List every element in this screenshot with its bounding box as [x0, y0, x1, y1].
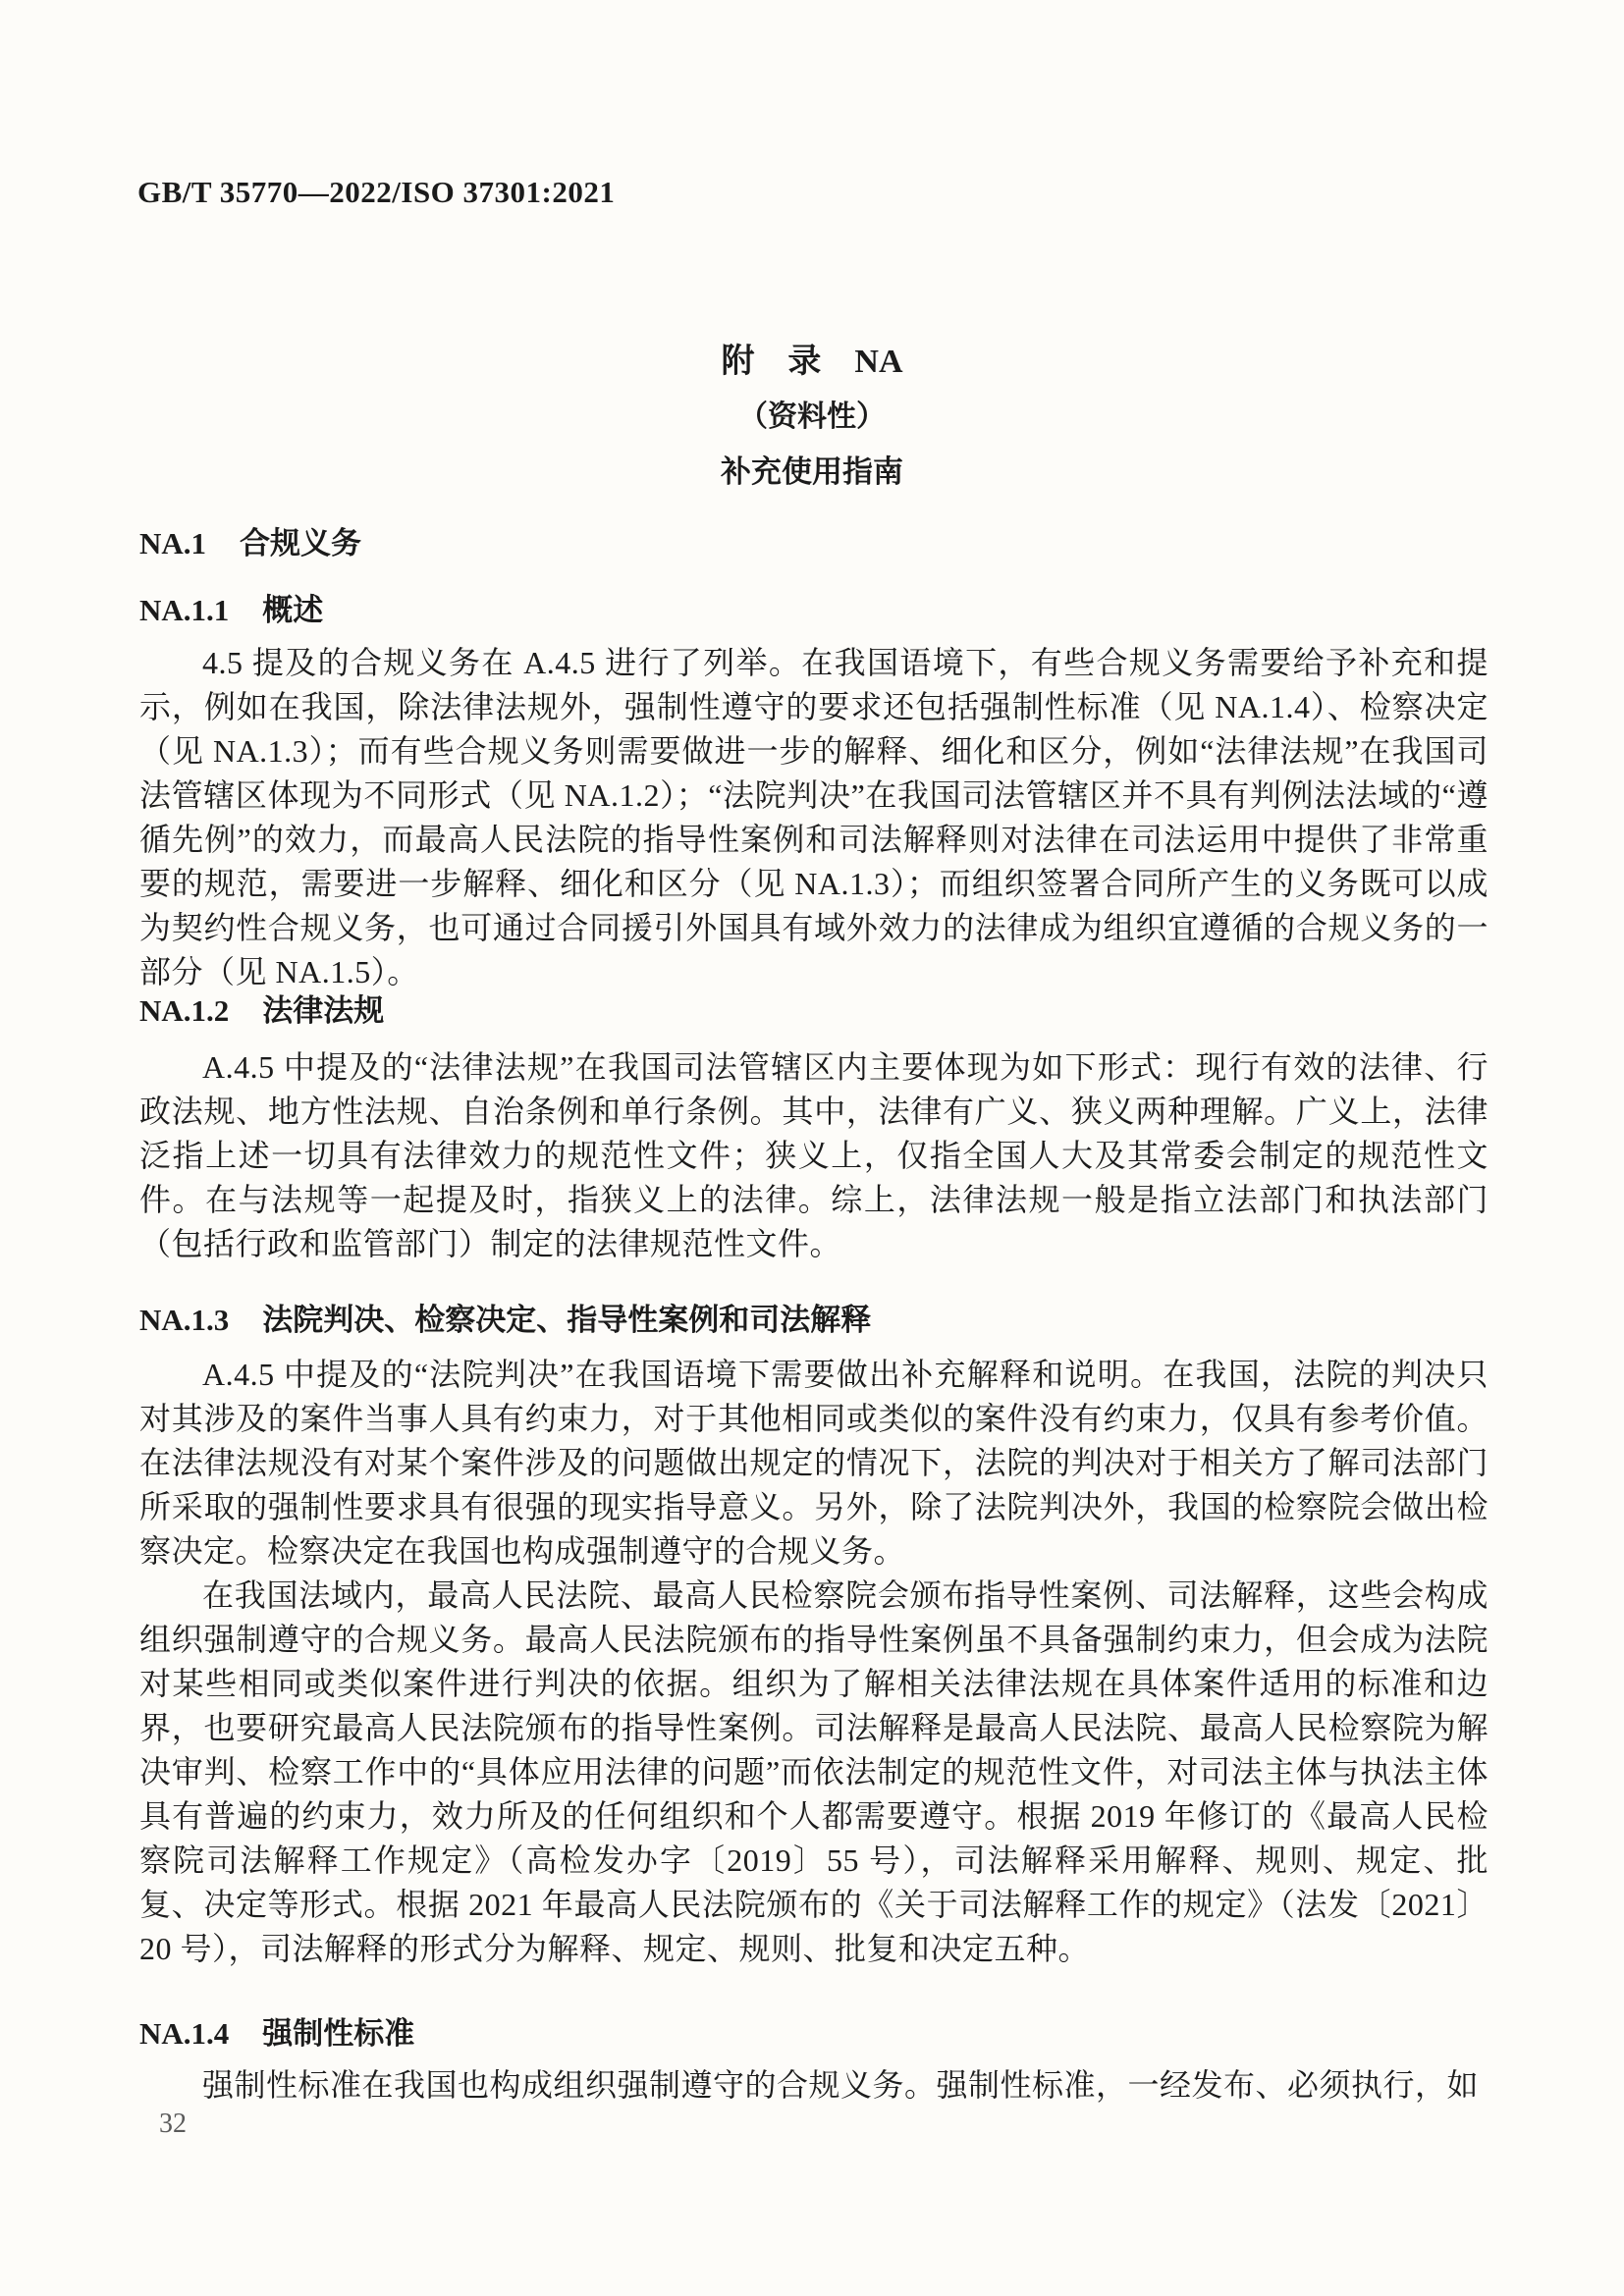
- page-number: 32: [159, 2109, 187, 2139]
- paragraph: 4.5 提及的合规义务在 A.4.5 进行了列举。在我国语境下，有些合规义务需要给予补充和提示，例如在我国，除法律法规外，强制性遵守的要求还包括强制性标准（见 NA.1.4）、检察决定（见 NA.1.3）；而有些合规义务则需要做进一步的解释、细化和区分，例如“法律法规”在我国司法管辖区体现为不同形式（见 NA.1.2）；“法院判决”在我国司法管辖区并不具有判例法法域的“遵循先例”的效力，而最高人民法院的指导性案例和司法解释则对法律在司法运用中提供了非常重要的规范，需要进一步解释、细化和区分（见 NA.1.3）；而组织签署合同所产生的义务既可以成为契约性合规义务，也可通过合同援引外国具有域外效力的法律成为组织宜遵循的合规义务的一部分（见 NA.1.5）。: [139, 645, 1489, 989]
- section-heading-na11: [139, 585, 323, 629]
- paragraph: A.4.5 中提及的“法院判决”在我国语境下需要做出补充解释和说明。在我国，法院的判决只对其涉及的案件当事人具有约束力，对于其他相同或类似的案件没有约束力，仅具有参考价值。在法律法规没有对某个案件涉及的问题做出规定的情况下，法院的判决对于相关方了解司法部门所采取的强制性要求具有很强的现实指导意义。另外，除了法院判决外，我国的检察院会做出检察决定。检察决定在我国也构成强制遵守的合规义务。: [139, 1357, 1489, 1569]
- section-number: NA.1.3: [139, 1303, 230, 1337]
- section-number: NA.1.2: [139, 993, 230, 1028]
- section-heading-na12: [139, 986, 384, 1030]
- section-title: 法律法规: [262, 993, 385, 1028]
- section-heading-na14: [139, 2008, 414, 2053]
- section-number: NA.1.4: [139, 2016, 230, 2051]
- appendix-title-block: [0, 334, 1624, 491]
- standard-number-header: GB/T 35770—2022/ISO 37301:2021: [137, 175, 616, 209]
- section-number: NA.1: [139, 526, 207, 561]
- section-title: 概述: [262, 593, 324, 627]
- section-heading-na13: [139, 1295, 871, 1339]
- section-title: 法院判决、检察决定、指导性案例和司法解释: [262, 1303, 872, 1337]
- section-number: NA.1.1: [139, 593, 230, 627]
- section-heading-na1: [139, 518, 361, 562]
- paragraph: 在我国法域内，最高人民法院、最高人民检察院会颁布指导性案例、司法解释，这些会构成组织强制遵守的合规义务。最高人民法院颁布的指导性案例虽不具备强制约束力，但会成为法院对某些相同或类似案件进行判决的依据。组织为了解相关法律法规在具体案件适用的标准和边界，也要研究最高人民法院颁布的指导性案例。司法解释是最高人民法院、最高人民检察院为解决审判、检察工作中的“具体应用法律的问题”而依法制定的规范性文件，对司法主体与执法主体具有普遍的约束力，效力所及的任何组织和个人都需要遵守。根据 2019 年修订的《最高人民检察院司法解释工作规定》（高检发办字〔2019〕55 号），司法解释采用解释、规则、规定、批复、决定等形式。根据 2021 年最高人民法院颁布的《关于司法解释工作的规定》（法发〔2021〕20 号），司法解释的形式分为解释、规定、规则、批复和决定五种。: [139, 1577, 1489, 1966]
- appendix-title: 附 录 NA: [721, 344, 903, 380]
- appendix-type-label: （资料性）: [738, 400, 886, 433]
- section-title: 合规义务: [240, 526, 362, 561]
- paragraph: A.4.5 中提及的“法律法规”在我国司法管辖区内主要体现为如下形式：现行有效的法律、行政法规、地方性法规、自治条例和单行条例。其中，法律有广义、狭义两种理解。广义上，法律泛指上述一切具有法律效力的规范性文件；狭义上，仅指全国人大及其常委会制定的规范性文件。在与法规等一起提及时，指狭义上的法律。综上，法律法规一般是指立法部门和执法部门（包括行政和监管部门）制定的法律规范性文件。: [139, 1049, 1489, 1261]
- paragraph: 强制性标准在我国也构成组织强制遵守的合规义务。强制性标准，一经发布、必须执行，如: [202, 2067, 1480, 2103]
- appendix-subtitle: 补充使用指南: [721, 454, 903, 489]
- section-title: 强制性标准: [262, 2016, 415, 2051]
